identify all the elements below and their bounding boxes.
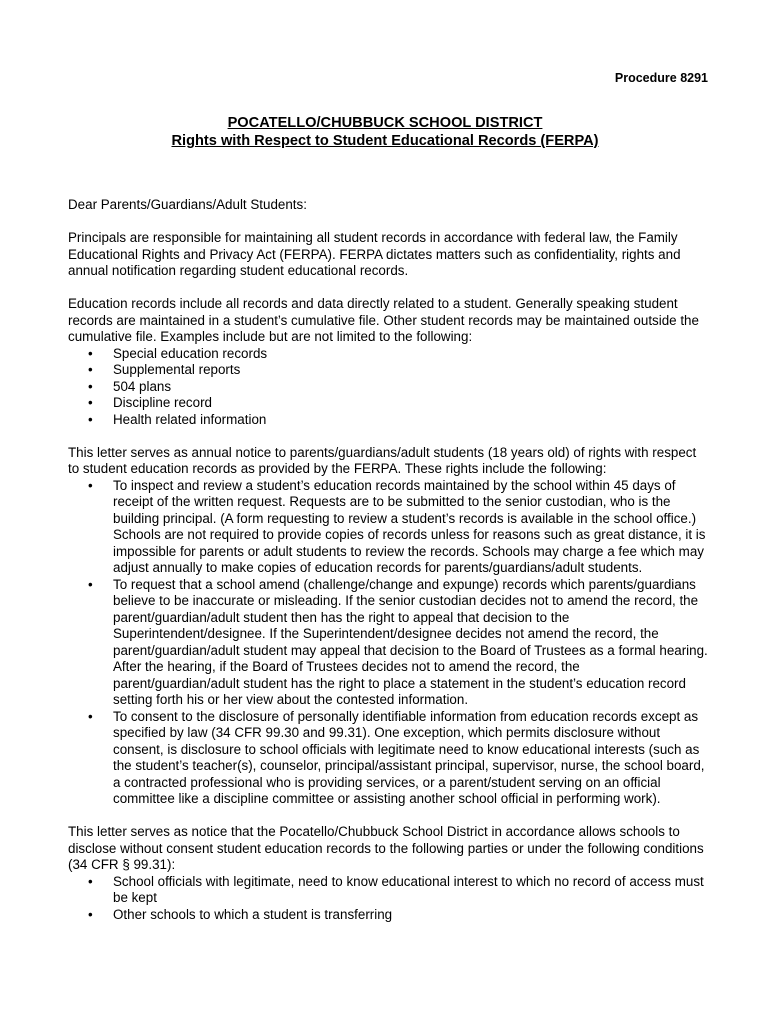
list-item: • To consent to the disclosure of personally identifiable information from education records except as specified by law (34 CFR 99.30 and 99.31). One exception, which permits disclosure without consent, is disclosure to school officials with legitimate need to know educational interests (such as the student’s teacher(s), counselor, principal/assistant principal, supervisor, nurse, the school board, a contracted professional who is providing services, or a parent/student serving on an official committee like a discipline committee or assisting another school official in performing work).: [68, 709, 708, 808]
list-item: • School officials with legitimate, need to know educational interest to which no record of access must be kept: [68, 874, 708, 907]
salutation: Dear Parents/Guardians/Adult Students:: [68, 197, 307, 212]
list-item: • To request that a school amend (challenge/change and expunge) records which parents/guardians believe to be inaccurate or misleading. If the senior custodian decides not to amend the record, the parent/guardian/adult student then has the right to appeal that decision to the Superintendent/designee. If the Superintendent/designee decides not amend the record, the parent/guardian/adult student may appeal that decision to the Board of Trustees as a formal hearing. After the hearing, if the Board of Trustees decides not to amend the record, the parent/guardian/adult student has the right to place a statement in the student’s education record setting forth his or her view about the contested information.: [68, 577, 708, 709]
document-title: Rights with Respect to Student Educational Records (FERPA): [171, 133, 599, 149]
rights-list: [68, 478, 708, 808]
conditions-list: [68, 874, 708, 924]
examples-list: [68, 346, 708, 429]
list-item: • Discipline record: [68, 395, 708, 412]
letter-body: [68, 197, 708, 923]
district-name: POCATELLO/CHUBBUCK SCHOOL DISTRICT: [227, 115, 543, 131]
list-item: • Special education records: [68, 346, 708, 363]
list-item: • Supplemental reports: [68, 362, 708, 379]
paragraph-annual-notice: This letter serves as annual notice to parents/guardians/adult students (18 years old) of rights with respect to student education records as provided by the FERPA. These rights include the following:: [68, 444, 697, 476]
list-item: • 504 plans: [68, 379, 708, 396]
list-item: • Health related information: [68, 412, 708, 429]
document-title-block: [0, 114, 770, 150]
paragraph-responsibility: Principals are responsible for maintaining all student records in accordance with federal law, the Family Educational Rights and Privacy Act (FERPA). FERPA dictates matters such as confidentiality, rights and annual notification regarding student educational records.: [68, 230, 681, 278]
paragraph-disclosure-notice: This letter serves as notice that the Pocatello/Chubbuck School District in accordance allows schools to disclose without consent student education records to the following parties or under the following conditions (34 CFR § 99.31):: [68, 824, 704, 872]
paragraph-education-records: Education records include all records and data directly related to a student. Generally speaking student records are maintained in a student’s cumulative file. Other student records may be maintained outside the cumulative file. Examples include but are not limited to the following:: [68, 296, 699, 344]
procedure-number: Procedure 8291: [614, 71, 708, 85]
list-item: • Other schools to which a student is transferring: [68, 907, 708, 924]
list-item: • To inspect and review a student’s education records maintained by the school within 45 days of receipt of the written request. Requests are to be submitted to the senior custodian, who is the building principal. (A form requesting to review a student’s records is available in the school office.) Schools are not required to provide copies of records unless for reasons such as great distance, it is impossible for parents or adult students to review the records. Schools may charge a fee which may adjust annually to make copies of education records for parents/guardians/adult students.: [68, 478, 708, 577]
